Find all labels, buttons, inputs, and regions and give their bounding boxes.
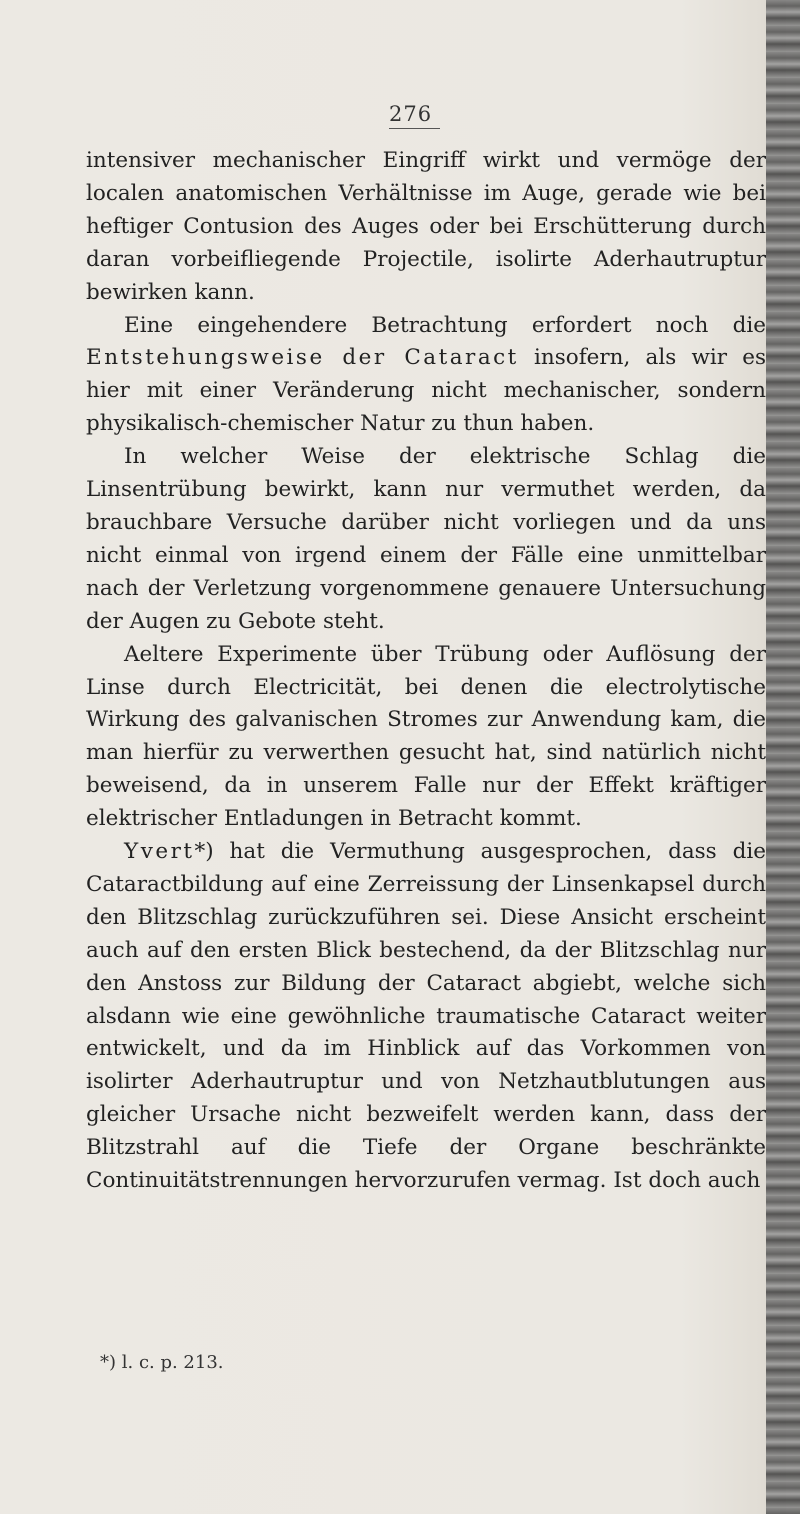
- paragraph-2-lead: Eine eingehendere Betrachtung erfordert noch die: [124, 312, 766, 338]
- footnote: *) l. c. p. 213.: [100, 1352, 224, 1373]
- body-text: [86, 145, 766, 1198]
- page-number: 276: [389, 102, 440, 129]
- paragraph-1: intensiver mechanischer Eingriff wirkt und vermöge der localen anatomischen Verhältnisse im Auge, gerade wie bei heftiger Contusion des Auges oder bei Erschütterung durch daran vorbeifliegende Projectile, isolirte Aderhautruptur bewirken kann.: [86, 148, 766, 305]
- paragraph-4: Aeltere Experimente über Trübung oder Auflösung der Linse durch Electricität, bei denen die electrolytische Wirkung des galvanischen Stromes zur Anwendung kam, die man hierfür zu verwerthen gesucht hat, sind natürlich nicht beweisend, da in unserem Falle nur der Effekt kräftiger elektrischer Entladungen in Betracht kommt.: [86, 641, 766, 832]
- paragraph-5: [86, 836, 766, 1198]
- paragraph-2-spaced: Entstehungsweise der Cataract: [86, 345, 519, 371]
- paragraph-2: [86, 310, 766, 442]
- paragraph-3: In welcher Weise der elektrische Schlag die Linsentrübung bewirkt, kann nur vermuthet werden, da brauchbare Versuche darüber nicht vorliegen und da uns nicht einmal von irgend einem der Fälle eine unmittelbar nach der Verletzung vorgenommene genauere Untersuchung der Augen zu Gebote steht.: [86, 444, 766, 634]
- paragraph-2-rest: insofern, als wir es hier mit einer Veränderung nicht mechanischer, sondern physikalisch-chemischer Natur zu thun haben.: [86, 345, 766, 437]
- page-edge: [766, 0, 800, 1514]
- paragraph-5-spaced: Yvert: [124, 839, 195, 865]
- paragraph-5-rest: *) hat die Vermuthung ausgesprochen, dass die Cataractbildung auf eine Zerreissung der Linsenkapsel durch den Blitzschlag zurückzuführen sei. Diese Ansicht erscheint auch auf den ersten Blick bestechend, da der Blitzschlag nur den Anstoss zur Bildung der Cataract abgiebt, welche sich alsdann wie eine gewöhnliche traumatische Cataract weiter entwickelt, und da im Hinblick auf das Vorkommen von isolirter Aderhautruptur und von Netzhautblutungen aus gleicher Ursache nicht bezweifelt werden kann, dass der Blitzstrahl auf die Tiefe der Organe beschränkte Continuitätstrennungen hervorzurufen vermag. Ist doch auch: [86, 839, 766, 1194]
